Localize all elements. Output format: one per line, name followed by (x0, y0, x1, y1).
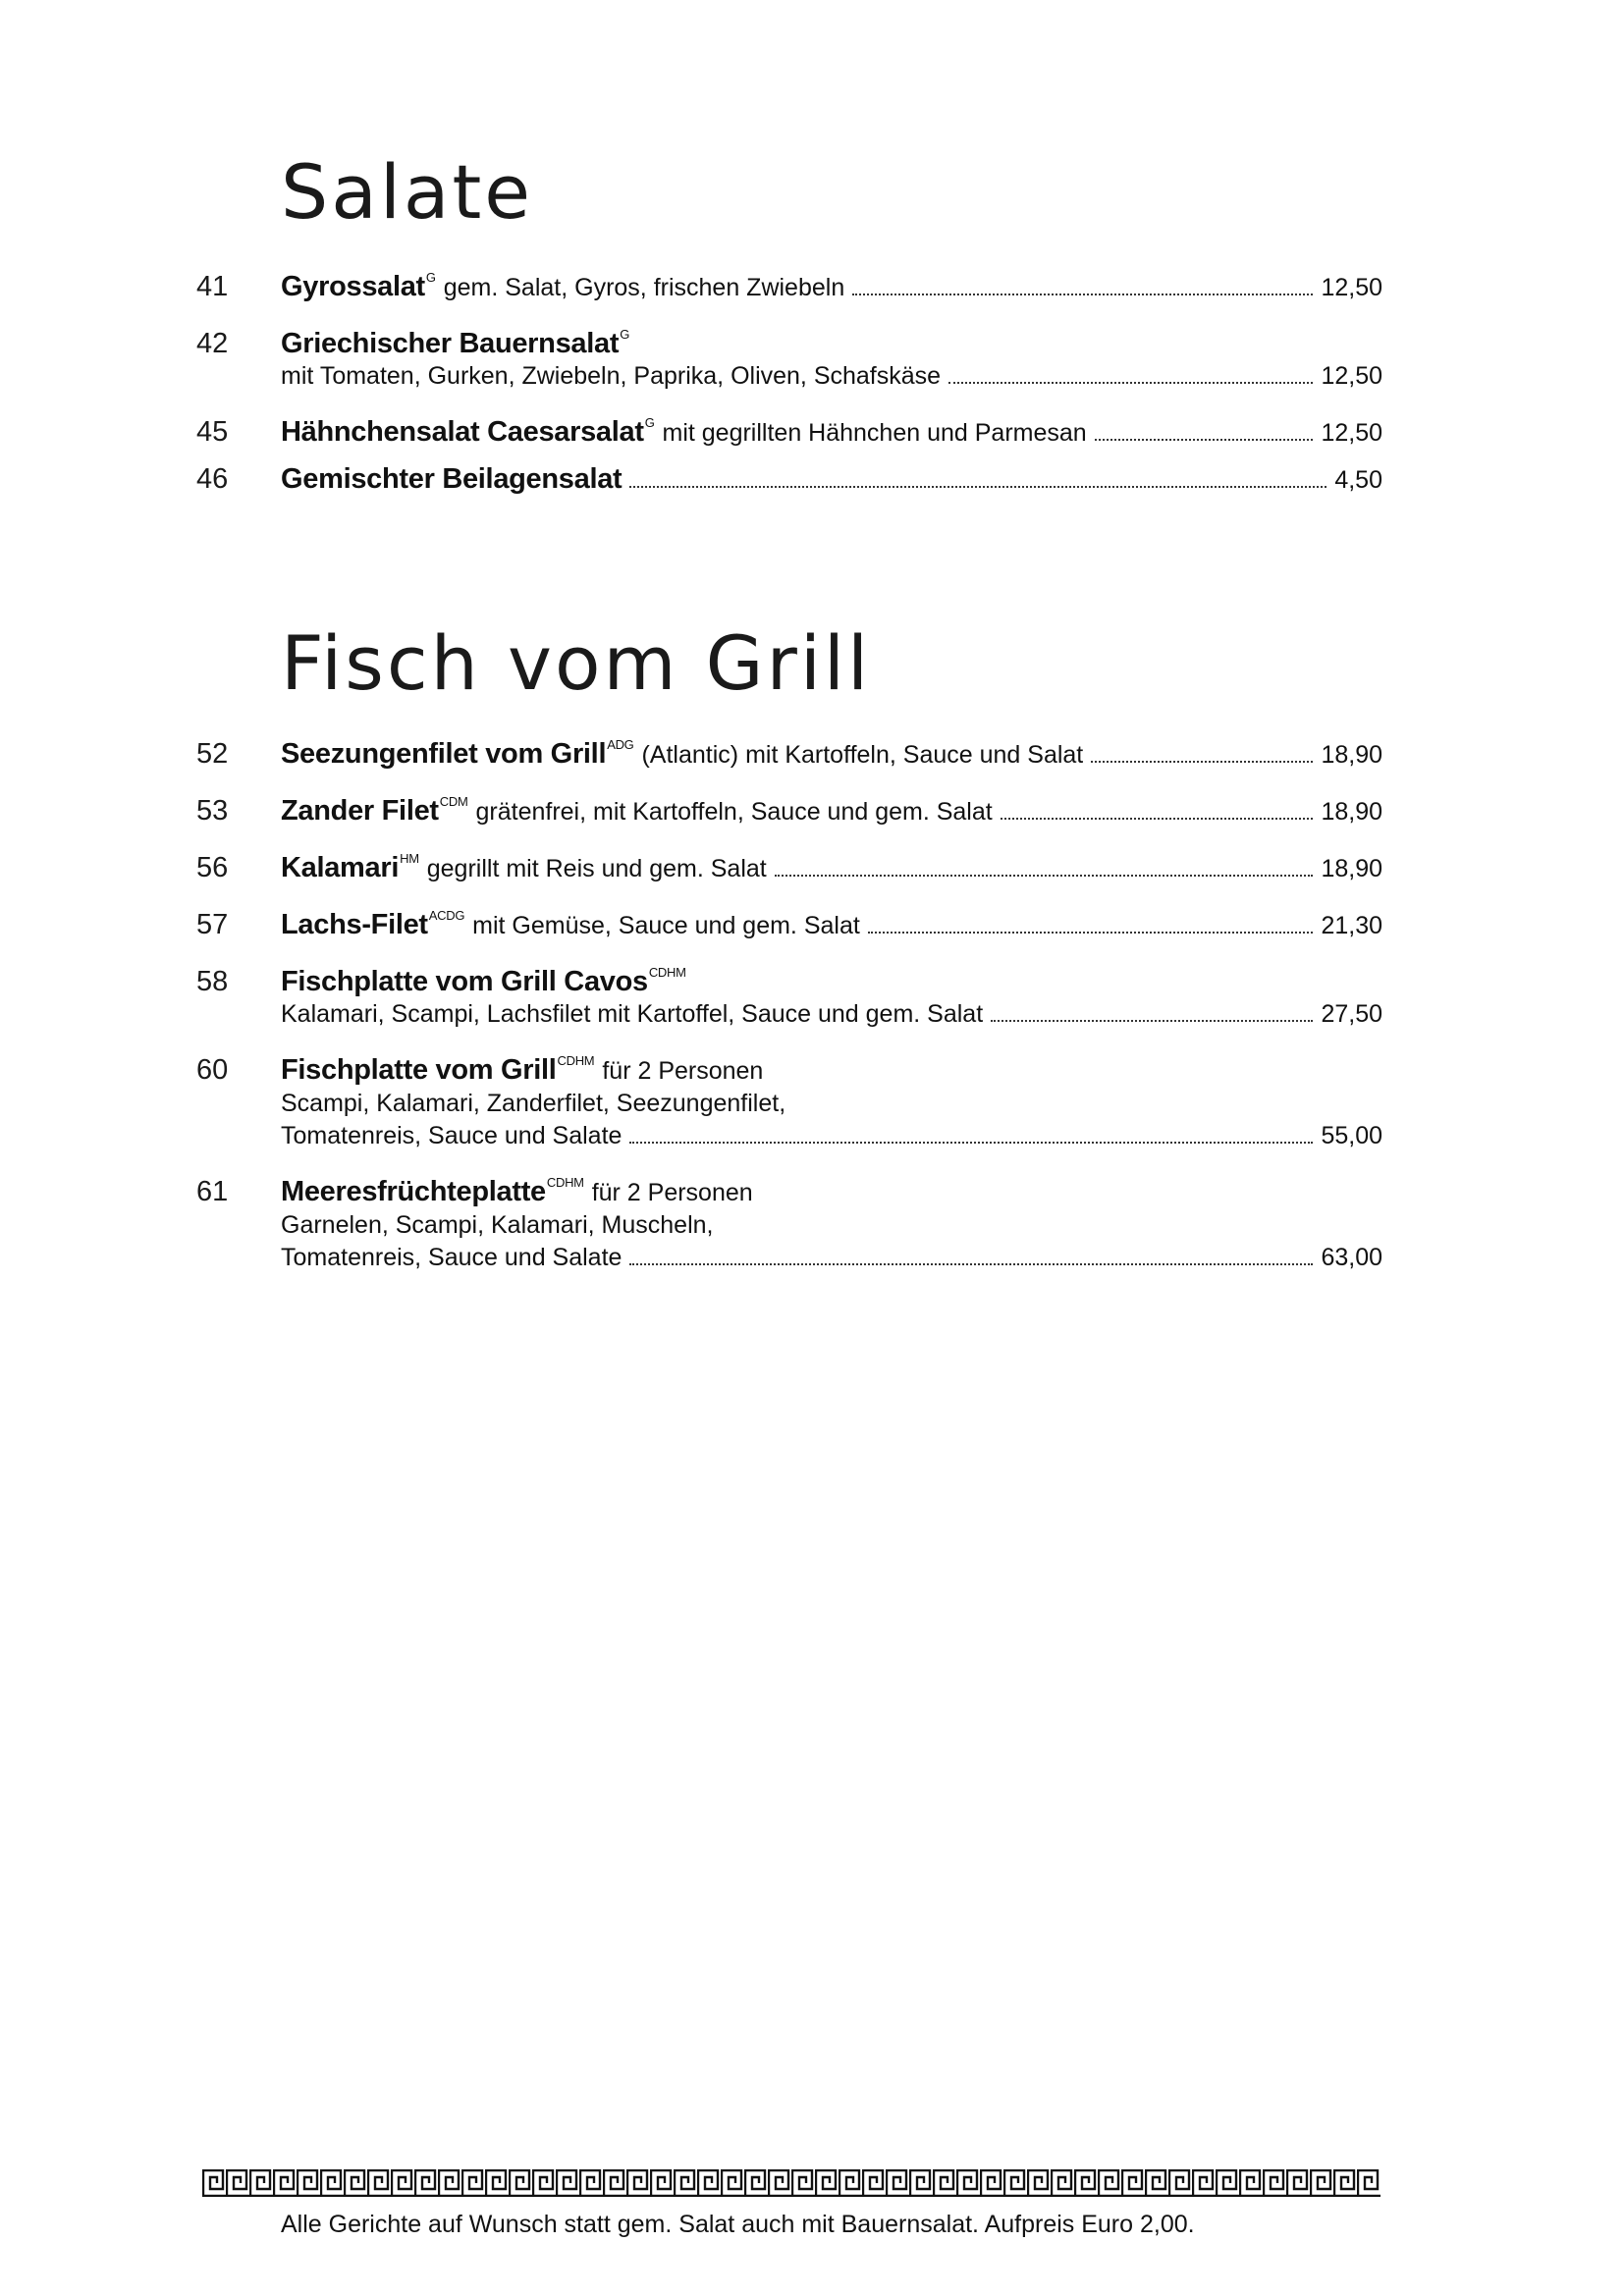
item-detail-text: Tomatenreis, Sauce und Salate (281, 1244, 623, 1271)
item-number: 60 (196, 1054, 229, 1086)
item-detail-line (196, 1120, 1382, 1152)
allergen-codes: ADG (607, 737, 634, 752)
item-detail-line (196, 1088, 1382, 1120)
menu-item-row (196, 842, 1382, 885)
menu-item-row (196, 318, 1382, 360)
item-name (281, 406, 655, 449)
item-name-text: Kalamari (281, 852, 400, 883)
item-name (281, 842, 419, 884)
menu-item (196, 1044, 1382, 1152)
dot-leader (991, 1020, 1313, 1022)
dot-leader (852, 294, 1313, 295)
menu-item-row (196, 406, 1382, 450)
item-name (281, 1166, 584, 1208)
dot-leader (1091, 761, 1313, 763)
item-number: 52 (196, 738, 229, 770)
item-number: 61 (196, 1176, 229, 1207)
item-name (281, 463, 622, 496)
item-price: 63,00 (1321, 1244, 1382, 1271)
item-description: mit gegrillten Hähnchen und Parmesan (662, 419, 1087, 447)
item-number: 45 (196, 416, 229, 448)
menu-item (196, 785, 1382, 828)
item-detail-text: mit Tomaten, Gurken, Zwiebeln, Paprika, Oliven, Schafskäse (281, 362, 942, 390)
item-price: 12,50 (1321, 274, 1382, 301)
item-name (281, 956, 686, 998)
item-description: gegrillt mit Reis und gem. Salat (426, 855, 767, 882)
item-name-text: Gemischter Beilagensalat (281, 463, 623, 495)
menu-item-row (196, 1044, 1382, 1088)
item-description: grätenfrei, mit Kartoffeln, Sauce und gem. Salat (475, 798, 993, 826)
allergen-codes: CDHM (648, 965, 686, 980)
item-name-text: Griechischer Bauernsalat (281, 328, 620, 359)
allergen-codes: CDHM (557, 1053, 595, 1068)
item-price: 27,50 (1321, 1000, 1382, 1028)
item-detail-line (196, 360, 1382, 393)
dot-leader (868, 932, 1314, 934)
item-number: 56 (196, 852, 229, 883)
menu-item-row (196, 463, 1382, 497)
item-price: 18,90 (1321, 741, 1382, 769)
dot-leader (1095, 439, 1314, 441)
menu-item-row (196, 728, 1382, 772)
item-name (281, 1044, 594, 1087)
menu-item-row (196, 785, 1382, 828)
item-name-text: Fischplatte vom Grill (281, 1054, 557, 1086)
allergen-codes: G (620, 327, 629, 342)
menu-item (196, 728, 1382, 772)
menu-item (196, 318, 1382, 393)
item-detail-text: Tomatenreis, Sauce und Salate (281, 1122, 623, 1149)
item-price: 21,30 (1321, 912, 1382, 939)
dot-leader (629, 1142, 1313, 1144)
allergen-codes: G (425, 270, 436, 285)
dot-leader (629, 486, 1326, 488)
item-name (281, 785, 467, 828)
menu-item (196, 463, 1382, 497)
menu-item-row (196, 261, 1382, 304)
item-number: 58 (196, 966, 229, 997)
item-detail-text: Kalamari, Scampi, Lachsfilet mit Kartoffel, Sauce und gem. Salat (281, 1000, 984, 1028)
item-number: 57 (196, 909, 229, 940)
menu-item (196, 842, 1382, 885)
item-number: 46 (196, 463, 229, 495)
menu-item (196, 956, 1382, 1031)
item-name-text: Gyrossalat (281, 271, 425, 302)
item-price: 12,50 (1321, 419, 1382, 447)
item-number: 53 (196, 795, 229, 827)
item-price: 4,50 (1334, 466, 1382, 494)
section-title-fisch: Fisch vom Grill (281, 619, 872, 707)
item-name-text: Hähnchensalat Caesarsalat (281, 416, 644, 448)
menu-item (196, 261, 1382, 304)
item-name-text: Lachs-Filet (281, 909, 428, 940)
item-detail-line (196, 1209, 1382, 1242)
menu-item (196, 1166, 1382, 1274)
dot-leader (775, 875, 1314, 877)
allergen-codes: CDM (439, 794, 468, 809)
section-title-salate: Salate (281, 148, 534, 236)
item-number: 41 (196, 271, 229, 302)
item-price: 55,00 (1321, 1122, 1382, 1149)
menu-item (196, 406, 1382, 450)
dot-leader (1001, 818, 1314, 820)
item-name-text: Fischplatte vom Grill Cavos (281, 966, 648, 997)
allergen-codes: HM (400, 851, 419, 866)
menu-item-row (196, 899, 1382, 942)
fisch-item-list (196, 728, 1382, 1288)
menu-item-row (196, 1166, 1382, 1209)
item-name-text: Meeresfrüchteplatte (281, 1176, 546, 1207)
greek-key-border (202, 2169, 1380, 2197)
item-name (281, 318, 629, 360)
item-number: 42 (196, 328, 229, 359)
dot-leader (948, 382, 1313, 384)
item-name (281, 728, 633, 771)
menu-item (196, 899, 1382, 942)
item-detail-line (196, 1242, 1382, 1274)
item-description: für 2 Personen (591, 1179, 753, 1206)
item-description: mit Gemüse, Sauce und gem. Salat (472, 912, 860, 939)
item-price: 18,90 (1321, 798, 1382, 826)
item-price: 12,50 (1321, 362, 1382, 390)
item-name (281, 899, 464, 941)
item-price: 18,90 (1321, 855, 1382, 882)
item-name-text: Zander Filet (281, 795, 439, 827)
item-detail-text: Garnelen, Scampi, Kalamari, Muscheln, (281, 1211, 714, 1239)
allergen-codes: G (644, 415, 655, 430)
item-description: gem. Salat, Gyros, frischen Zwiebeln (443, 274, 845, 301)
menu-item-row (196, 956, 1382, 998)
dot-leader (629, 1263, 1313, 1265)
allergen-codes: CDHM (546, 1175, 584, 1190)
salate-item-list (196, 261, 1382, 510)
item-name-text: Seezungenfilet vom Grill (281, 738, 607, 770)
item-name (281, 261, 436, 303)
item-description: (Atlantic) mit Kartoffeln, Sauce und Salat (641, 741, 1084, 769)
footer-note: Alle Gerichte auf Wunsch statt gem. Salat auch mit Bauernsalat. Aufpreis Euro 2,00. (281, 2211, 1195, 2238)
allergen-codes: ACDG (428, 908, 465, 923)
item-detail-line (196, 998, 1382, 1031)
item-detail-text: Scampi, Kalamari, Zanderfilet, Seezungenfilet, (281, 1090, 786, 1117)
item-description: für 2 Personen (602, 1057, 764, 1085)
